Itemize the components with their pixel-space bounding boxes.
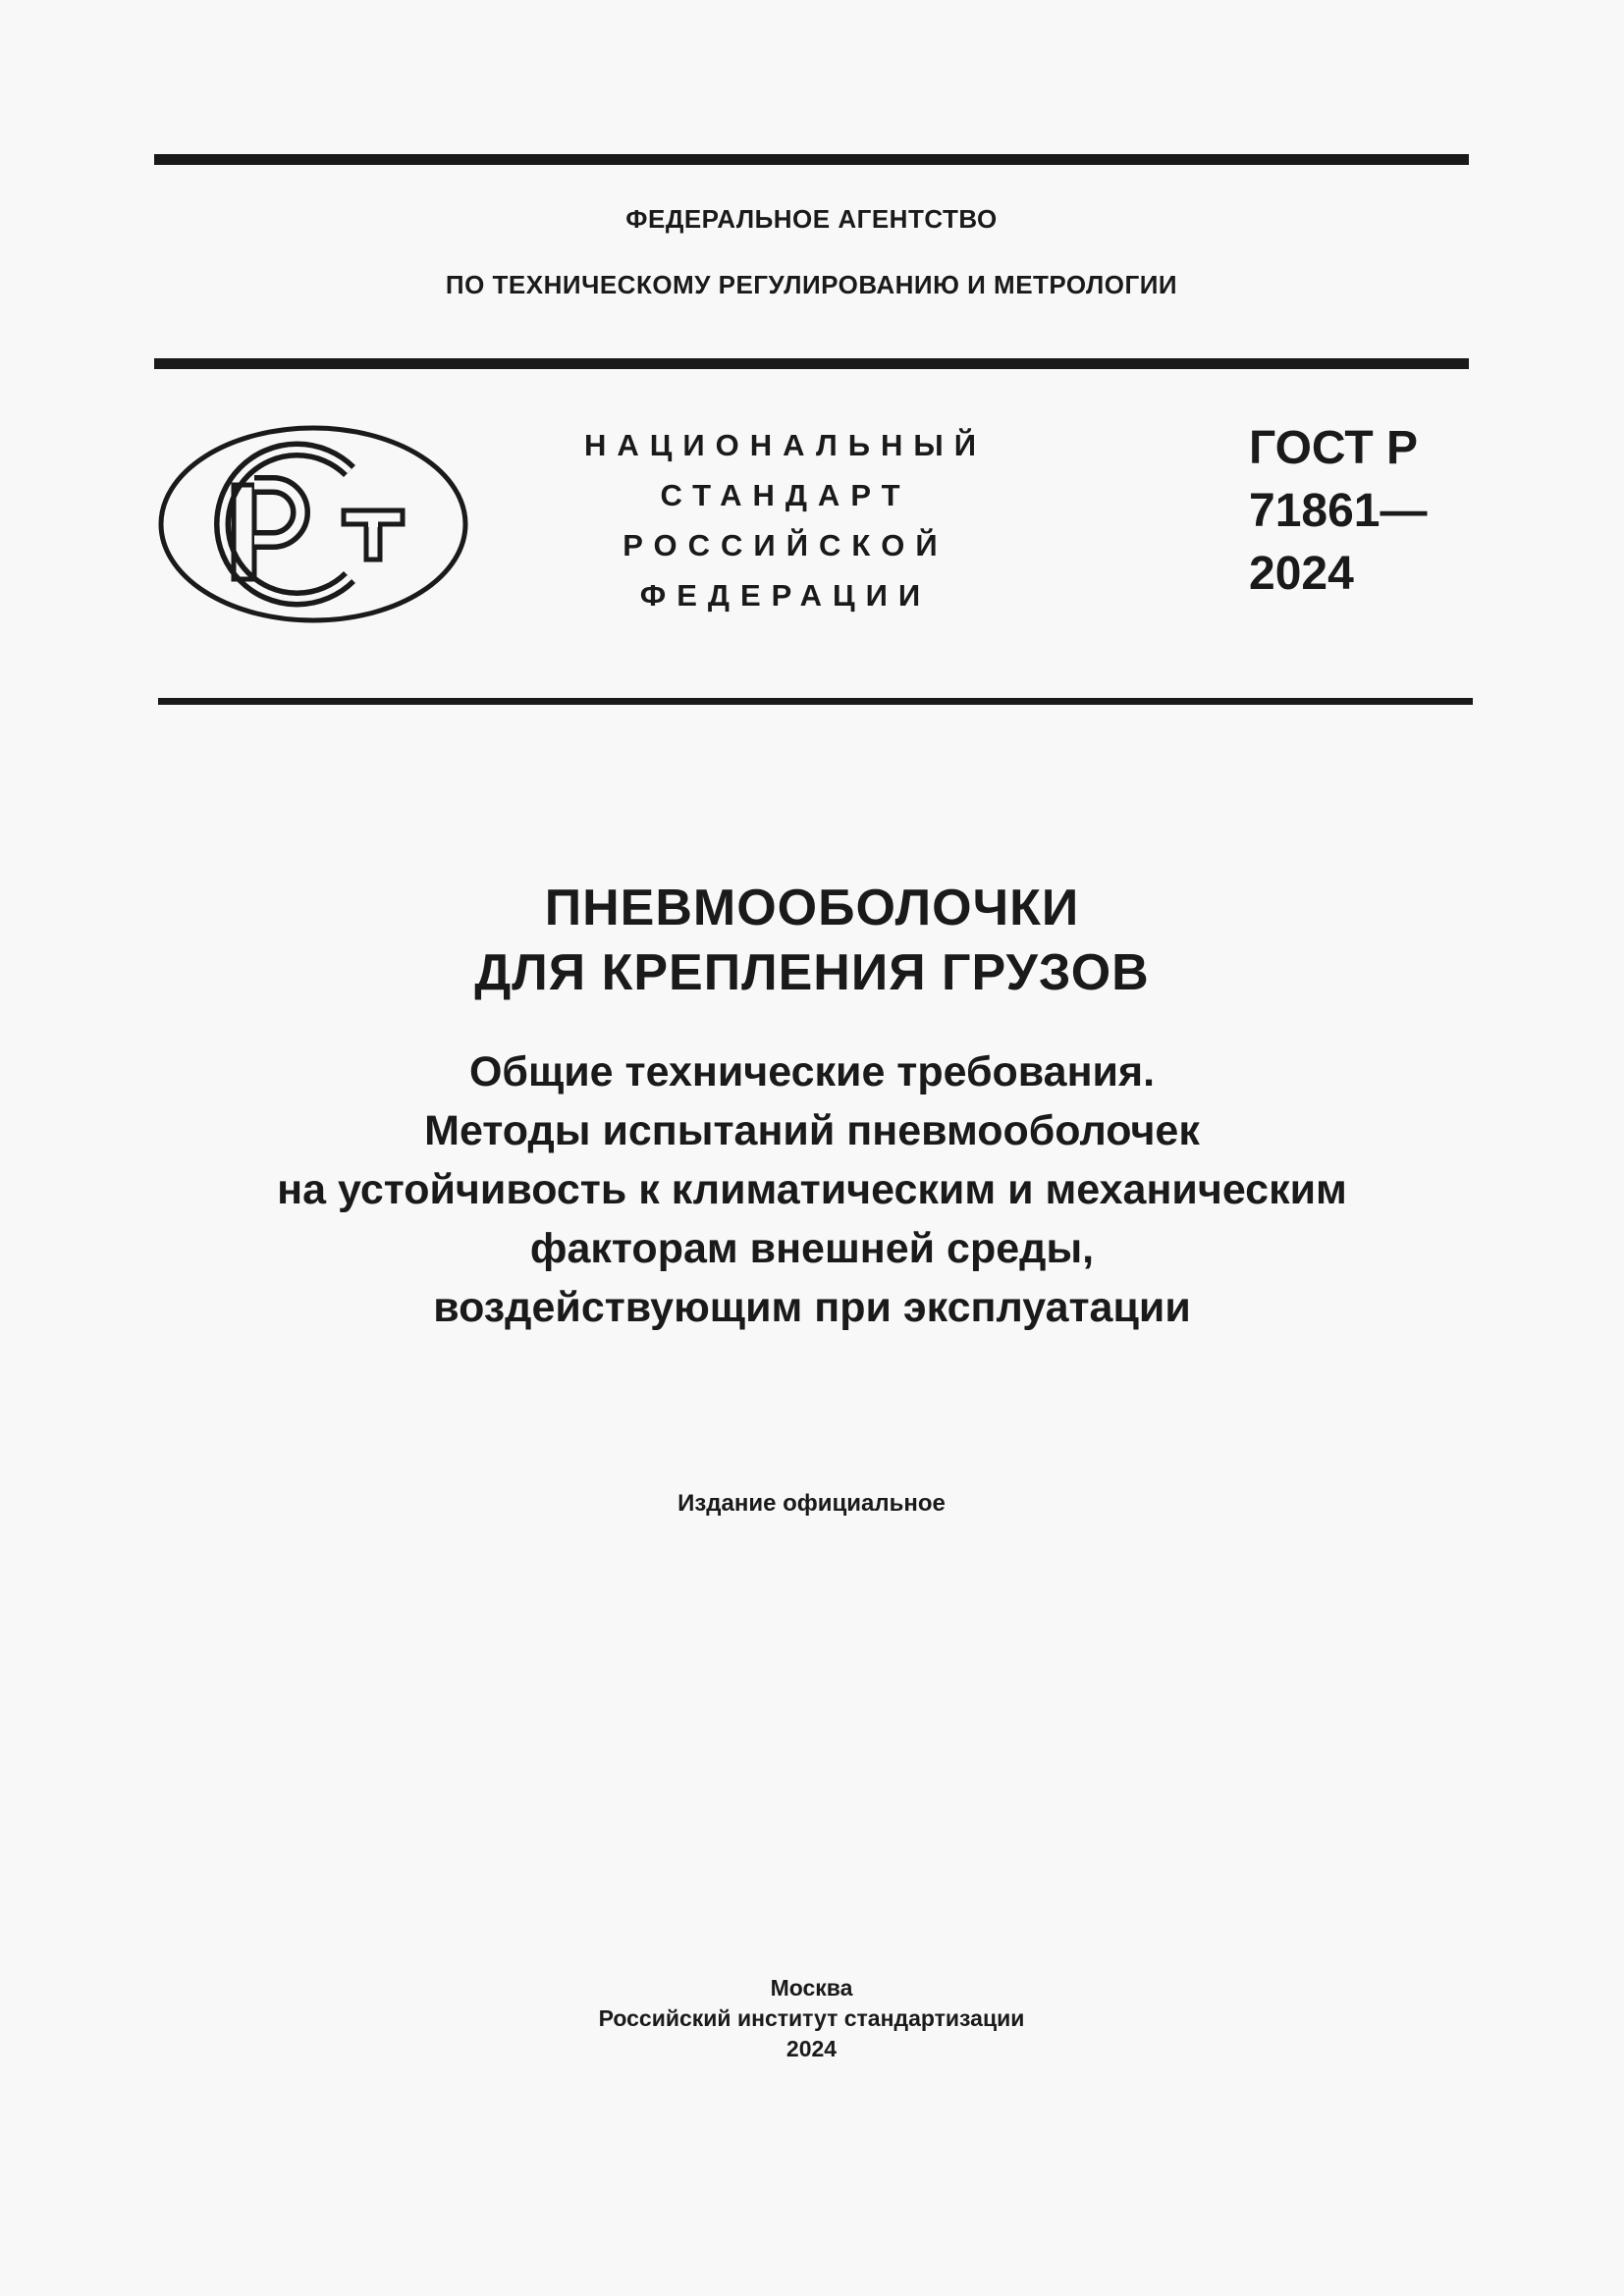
sub-title-line: воздействующим при эксплуатации (433, 1284, 1191, 1331)
national-standard-label (530, 420, 1041, 620)
main-title-line: ДЛЯ КРЕПЛЕНИЯ ГРУЗОВ (474, 944, 1150, 1001)
agency-name-line1: ФЕДЕРАЛЬНОЕ АГЕНТСТВО (625, 204, 998, 234)
publisher-city: Москва (770, 1975, 853, 2001)
agency-name-line2: ПО ТЕХНИЧЕСКОМУ РЕГУЛИРОВАНИЮ И МЕТРОЛОГИИ (445, 270, 1178, 299)
main-title (118, 876, 1506, 1005)
rst-logo-icon (157, 424, 469, 624)
national-label-line: ФЕДЕРАЦИИ (639, 578, 932, 613)
top-rule (154, 154, 1469, 165)
gost-number (1249, 417, 1427, 606)
national-label-line: НАЦИОНАЛЬНЫЙ (583, 428, 988, 462)
national-label-line: СТАНДАРТ (660, 478, 911, 512)
main-title-line: ПНЕВМООБОЛОЧКИ (544, 880, 1080, 936)
sub-title (118, 1042, 1506, 1337)
national-label-line: РОССИЙСКОЙ (623, 528, 948, 562)
sub-title-line: факторам внешней среды, (529, 1225, 1095, 1272)
publisher-institute: Российский институт стандартизации (598, 2005, 1025, 2031)
edition-label: Издание официальное (677, 1490, 946, 1517)
publisher-block (154, 1973, 1469, 2064)
publisher-year: 2024 (785, 2036, 838, 2061)
gost-number-line: 71861— (1249, 485, 1428, 537)
block-rule (158, 698, 1473, 705)
gost-number-line: 2024 (1249, 548, 1354, 600)
header-rule (154, 358, 1469, 369)
sub-title-line: на устойчивость к климатическим и механическим (277, 1166, 1347, 1213)
gost-number-line: ГОСТ Р (1249, 422, 1419, 474)
sub-title-line: Общие технические требования. (468, 1048, 1156, 1095)
sub-title-line: Методы испытаний пневмооболочек (424, 1107, 1200, 1154)
